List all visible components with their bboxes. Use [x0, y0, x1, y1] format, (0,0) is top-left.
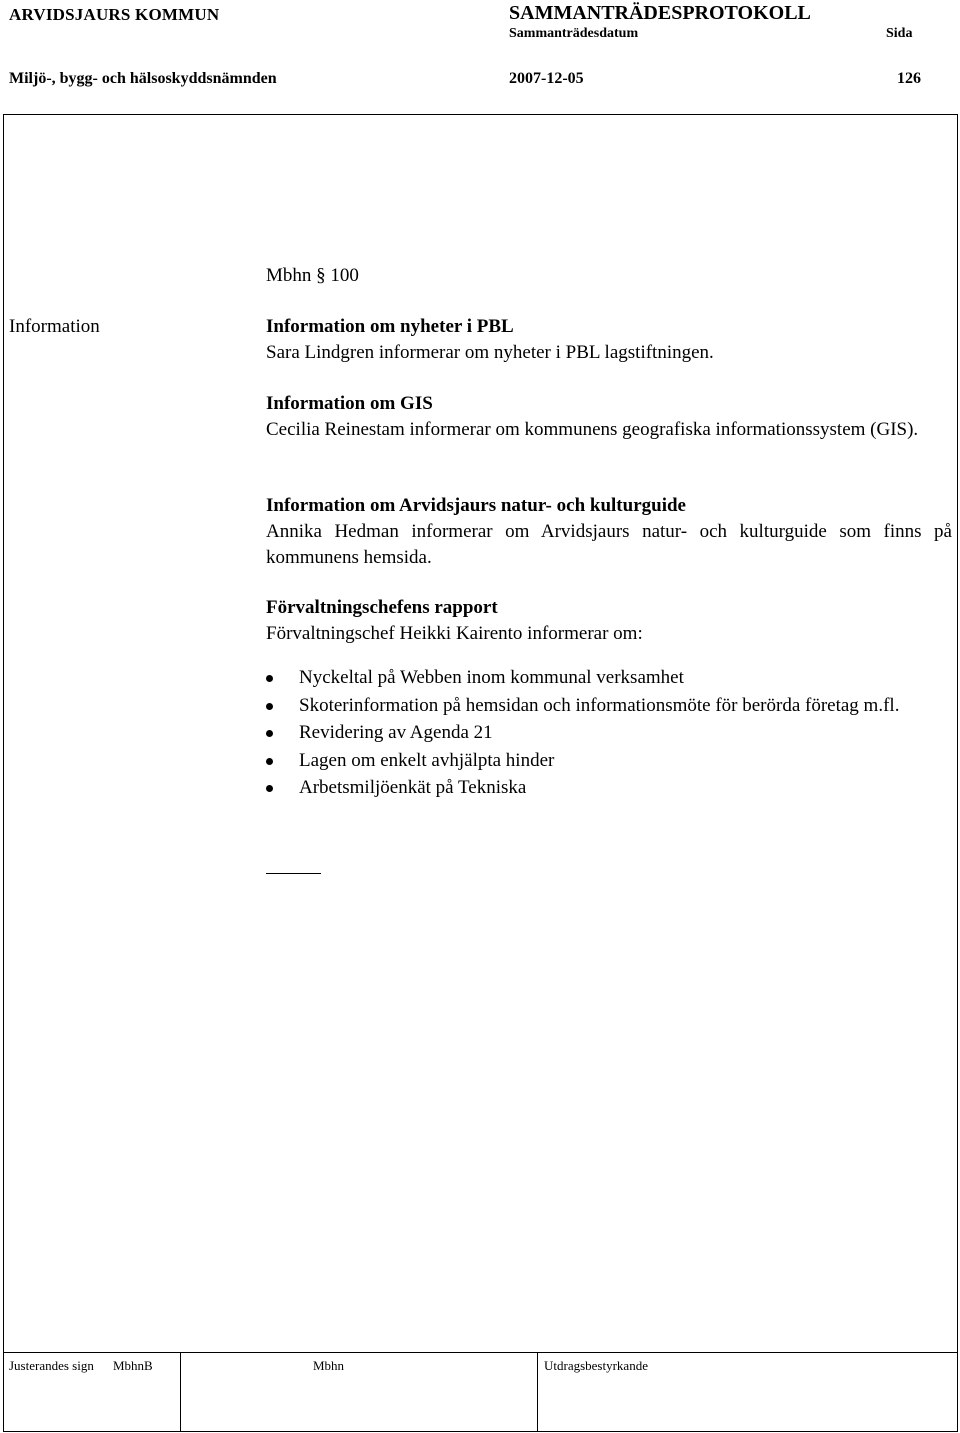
item-text-pbl: Sara Lindgren informerar om nyheter i PBL lagstiftningen.	[266, 342, 714, 363]
margin-label: Information	[9, 316, 100, 337]
list-item	[266, 775, 952, 801]
document-type: SAMMANTRÄDESPROTOKOLL	[509, 2, 811, 24]
meeting-date: 2007-12-05	[509, 70, 584, 87]
report-bullet-list	[266, 665, 952, 803]
list-item-text: Lagen om enkelt avhjälpta hinder	[299, 749, 555, 771]
footer-top-line	[3, 1352, 958, 1353]
bullet-icon	[266, 785, 273, 792]
date-label: Sammanträdesdatum	[509, 26, 639, 41]
list-item-text: Revidering av Agenda 21	[299, 722, 493, 743]
footer-divider-2	[537, 1352, 538, 1432]
frame-bottom-line	[3, 1431, 958, 1432]
frame-right-line	[957, 114, 958, 1432]
frame-top-line	[3, 114, 958, 115]
item-heading-pbl: Information om nyheter i PBL	[266, 316, 514, 337]
item-text-gis: Cecilia Reinestam informerar om kommunens geografiska informationssystem (GIS).	[266, 419, 919, 440]
item-heading-gis: Information om GIS	[266, 393, 433, 414]
page-number: 126	[897, 70, 921, 87]
list-item	[266, 693, 952, 719]
item-text-report: Förvaltningschef Heikki Kairento informerar om:	[266, 623, 643, 644]
item-heading-guide: Information om Arvidsjaurs natur- och kulturguide	[266, 495, 686, 516]
list-item	[266, 720, 952, 746]
bullet-icon	[266, 703, 273, 710]
list-item	[266, 748, 952, 774]
bullet-icon	[266, 730, 273, 737]
footer-divider-1	[180, 1352, 181, 1432]
page-label: Sida	[886, 26, 913, 41]
signer-1: MbhnB	[113, 1358, 153, 1373]
item-heading-report: Förvaltningschefens rapport	[266, 597, 498, 618]
signer-2: Mbhn	[313, 1358, 345, 1373]
organization-name: ARVIDSJAURS KOMMUN	[9, 5, 220, 24]
committee-name: Miljö-, bygg- och hälsoskyddsnämnden	[9, 70, 277, 87]
signer-label: Justerandes sign	[9, 1358, 94, 1373]
paragraph-reference: Mbhn § 100	[266, 265, 359, 286]
bullet-icon	[266, 675, 273, 682]
frame-left-line	[3, 114, 4, 1432]
section-end-rule	[266, 873, 321, 874]
list-item-text: Arbetsmiljöenkät på Tekniska	[299, 777, 527, 798]
list-item	[266, 665, 952, 691]
bullet-icon	[266, 758, 273, 765]
excerpt-label: Utdragsbestyrkande	[544, 1358, 648, 1373]
list-item-text: Skoterinformation på hemsidan och informationsmöte för berörda företag m.fl.	[299, 694, 900, 716]
item-text-guide: Annika Hedman informerar om Arvidsjaurs natur- och kulturguide som finns på kommunens hemsida.	[266, 521, 952, 568]
list-item-text: Nyckeltal på Webben inom kommunal verksamhet	[299, 667, 684, 688]
